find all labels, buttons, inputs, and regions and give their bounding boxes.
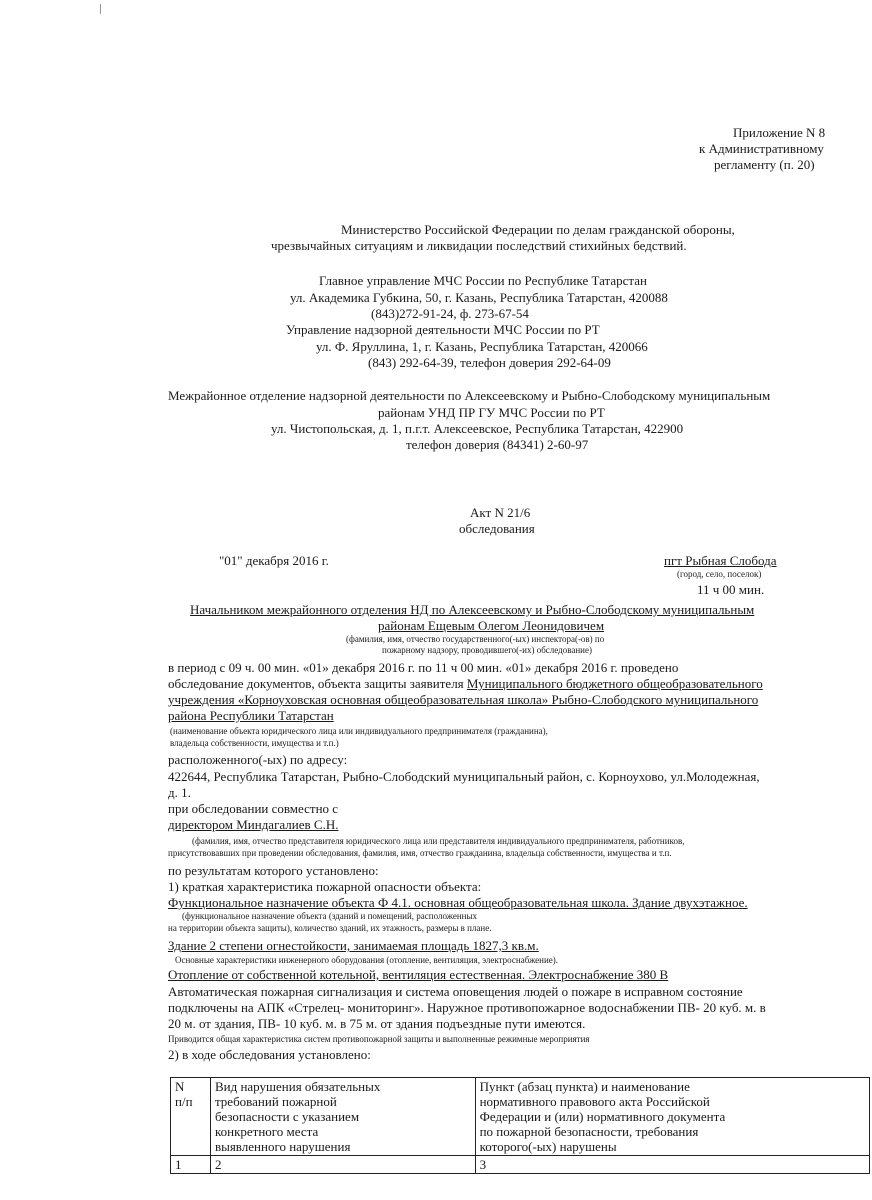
- supervision-dept-name: Управление надзорной деятельности МЧС России по РТ: [286, 322, 600, 337]
- main-dept-name: Главное управление МЧС России по Республике Татарстан: [319, 273, 647, 288]
- header-col-regulation-line: Федерации и (или) нормативного документа: [479, 1109, 726, 1124]
- inspector-line-1: Начальником межрайонного отделения НД по Алексеевскому и Рыбно-Слободскому муниципальным: [190, 602, 755, 617]
- results-item-1: 1) краткая характеристика пожарной опасности объекта:: [168, 879, 482, 894]
- period-line-2-prefix: обследование документов, объекта защиты заявителя: [168, 676, 467, 691]
- main-dept-address: ул. Академика Губкина, 50, г. Казань, Республика Татарстан, 420088: [290, 290, 668, 305]
- act-time: 11 ч 00 мин.: [697, 582, 765, 597]
- scan-mark: [98, 4, 104, 14]
- header-col-regulation: [475, 1078, 869, 1156]
- period-hint-2: владельца собственности, имущества и т.п.): [170, 738, 339, 748]
- act-place-hint: (город, село, поселок): [677, 569, 762, 579]
- joint-person: директором Миндагалиев С.Н.: [168, 817, 339, 832]
- annex-line-3: регламенту (п. 20): [714, 157, 815, 172]
- header-col-regulation-line: нормативного правового акта Российской: [479, 1094, 710, 1109]
- header-col-regulation-line: которого(-ых) нарушены: [479, 1139, 617, 1154]
- period-line-4: района Республики Татарстан: [168, 708, 334, 723]
- main-dept-phone: (843)272-91-24, ф. 273-67-54: [371, 306, 529, 321]
- header-col-violation-line: безопасности с указанием: [214, 1109, 360, 1124]
- joint-hint-1: (фамилия, имя, отчество представителя юридического лица или представителя индивидуального предпринимателя, работников,: [192, 836, 685, 846]
- header-col-regulation-line: Пункт (абзац пункта) и наименование: [479, 1079, 690, 1094]
- header-col-violation: [210, 1078, 475, 1156]
- results-systems-hint: Основные характеристики инженерного оборудования (отопление, вентиляция, электроснабжение).: [175, 955, 559, 965]
- address-line-2: д. 1.: [168, 785, 191, 800]
- period-hint-1: (наименование объекта юридического лица или индивидуального предпринимателя (гражданина),: [170, 726, 548, 736]
- header-col-number: [171, 1078, 211, 1156]
- inspector-hint-1: (фамилия, имя, отчество государственного(-ых) инспектора(-ов) по: [346, 634, 605, 644]
- local-dept-line-2: районам УНД ПР ГУ МЧС России по РТ: [378, 405, 605, 420]
- header-col-violation-line: требований пожарной: [214, 1094, 337, 1109]
- column-number-1: 1: [171, 1156, 211, 1174]
- violations-table: [170, 1077, 870, 1174]
- results-building: Здание 2 степени огнестойкости, занимаемая площадь 1827,3 кв.м.: [168, 938, 539, 953]
- violations-table-header-row: [171, 1078, 870, 1156]
- supervision-dept-phone: (843) 292-64-39, телефон доверия 292-64-09: [368, 355, 611, 370]
- results-function: Функциональное назначение объекта Ф 4.1. основная общеобразовательная школа. Здание двухэтажное.: [168, 895, 748, 910]
- local-dept-address: ул. Чистопольская, д. 1, п.г.т. Алексеевское, Республика Татарстан, 422900: [271, 421, 684, 436]
- local-dept-phone: телефон доверия (84341) 2-60-97: [406, 437, 589, 452]
- results-alarm-2: подключены на АПК «Стрелец- мониторинг». Наружное противопожарное водоснабжении ПВ- 20 куб. м. в: [168, 1000, 766, 1015]
- header-col-violation-line: конкретного места: [214, 1124, 319, 1139]
- header-col-violation-line: Вид нарушения обязательных: [214, 1079, 381, 1094]
- joint-hint-2: присутствовавших при проведении обследования, фамилия, имя, отчество гражданина, владельца собственности, имущества и т.п.: [168, 848, 672, 858]
- inspector-hint-2: пожарному надзору, проводившего(-их) обследование): [382, 645, 592, 655]
- address-line-1: 422644, Республика Татарстан, Рыбно-Слободский муниципальный район, с. Корноухово, ул.Молодежная,: [168, 769, 760, 784]
- results-alarm-1: Автоматическая пожарная сигнализация и система оповещения людей о пожаре в исправном состояние: [168, 984, 743, 999]
- results-function-hint-1: (функциональное назначение объекта (зданий и помещений, расположенных: [182, 911, 478, 921]
- period-line-2: [168, 676, 763, 691]
- inspector-line-2: районам Ещевым Олегом Леонидовичем: [378, 618, 605, 633]
- local-dept-line-1: Межрайонное отделение надзорной деятельности по Алексеевскому и Рыбно-Слободскому муниципальным: [168, 388, 771, 403]
- supervision-dept-address: ул. Ф. Яруллина, 1, г. Казань, Республика Татарстан, 420066: [316, 339, 648, 354]
- joint-label: при обследовании совместно с: [168, 801, 339, 816]
- header-col-violation-line: выявленного нарушения: [214, 1139, 351, 1154]
- period-line-1: в период с 09 ч. 00 мин. «01» декабря 2016 г. по 11 ч 00 мин. «01» декабря 2016 г. проведено: [168, 660, 679, 675]
- period-object-name: Муниципального бюджетного общеобразовательного: [466, 676, 763, 691]
- ministry-line-2: чрезвычайных ситуациям и ликвидации последствий стихийных бедствий.: [271, 238, 687, 253]
- column-number-3: 3: [475, 1156, 869, 1174]
- header-col-regulation-line: по пожарной безопасности, требования: [479, 1124, 699, 1139]
- column-number-2: 2: [210, 1156, 475, 1174]
- act-place: пгт Рыбная Слобода: [664, 553, 777, 568]
- ministry-line-1: Министерство Российской Федерации по делам гражданской обороны,: [341, 222, 735, 237]
- results-heating: Отопление от собственной котельной, вентиляция естественная. Электроснабжение 380 В: [168, 967, 669, 982]
- results-protection-hint: Приводится общая характеристика систем противопожарной защиты и выполненные режимные мероприятия: [168, 1034, 590, 1044]
- results-item-2: 2) в ходе обследования установлено:: [168, 1047, 371, 1062]
- results-function-hint-2: на территории объекта защиты), количество зданий, их этажность, размеры в плане.: [168, 923, 492, 933]
- annex-line-1: Приложение N 8: [733, 125, 826, 140]
- act-kind: обследования: [459, 521, 535, 536]
- annex-line-2: к Административному: [699, 141, 824, 156]
- results-label: по результатам которого установлено:: [168, 863, 379, 878]
- header-col-number-line: п/п: [175, 1094, 193, 1109]
- act-date: "01" декабря 2016 г.: [219, 553, 329, 568]
- results-alarm-3: 20 м. от здания, ПВ- 10 куб. м. в 75 м. от здания подъездные пути имеются.: [168, 1016, 586, 1031]
- act-number: Акт N 21/6: [470, 505, 531, 520]
- period-line-3: учреждения «Корноуховская основная общеобразовательная школа» Рыбно-Слободского муниципального: [168, 692, 759, 707]
- header-col-number-line: N: [175, 1079, 185, 1094]
- address-label: расположенного(-ых) по адресу:: [168, 752, 348, 767]
- violations-table-number-row: [171, 1156, 870, 1174]
